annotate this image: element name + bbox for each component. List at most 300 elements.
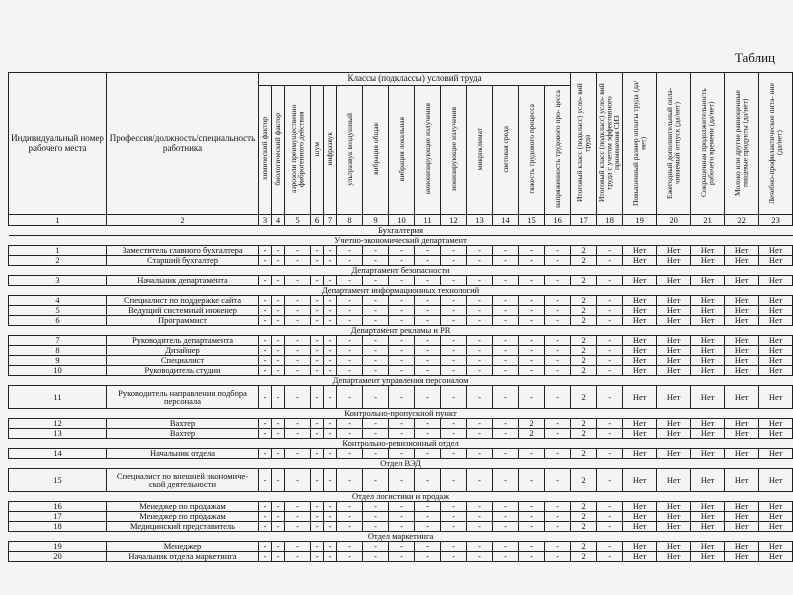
final-class-ppe: - xyxy=(597,449,623,459)
factor-value: - xyxy=(415,256,441,266)
factor-value: - xyxy=(285,386,311,409)
factor-value: - xyxy=(441,246,467,256)
factor-value: - xyxy=(363,522,389,532)
workplace-number: 5 xyxy=(9,306,107,316)
factor-value: - xyxy=(545,419,571,429)
final-class-ppe: - xyxy=(597,356,623,366)
factor-value: - xyxy=(259,296,272,306)
guarantee-value: Нет xyxy=(759,296,793,306)
column-number: 8 xyxy=(337,215,363,226)
factor-value: - xyxy=(272,356,285,366)
column-number: 23 xyxy=(759,215,793,226)
guarantee-value: Нет xyxy=(623,386,657,409)
guarantee-value: Нет xyxy=(759,246,793,256)
factor-value: - xyxy=(519,386,545,409)
factor-value: - xyxy=(441,429,467,439)
job-title: Менеджер по продажам xyxy=(107,502,259,512)
factor-value: - xyxy=(545,256,571,266)
factor-value: - xyxy=(259,552,272,562)
section-title: Отдел ВЭД xyxy=(9,459,793,469)
final-class-ppe: - xyxy=(597,336,623,346)
factor-value: - xyxy=(545,336,571,346)
factor-value: - xyxy=(441,542,467,552)
header-factor: напряженность трудового про- цесса xyxy=(545,86,571,215)
final-class: 2 xyxy=(571,449,597,459)
factor-value: - xyxy=(324,522,337,532)
factor-value: - xyxy=(493,419,519,429)
header-factor: вибрация общая xyxy=(363,86,389,215)
section-title: Департамент информационных технологий xyxy=(9,286,793,296)
final-class-ppe: - xyxy=(597,366,623,376)
factor-value: 2 xyxy=(519,429,545,439)
final-class-ppe: - xyxy=(597,429,623,439)
guarantee-value: Нет xyxy=(759,429,793,439)
factor-value: - xyxy=(324,366,337,376)
factor-value: - xyxy=(311,256,324,266)
header-food: Лечебно-профилактическое пита- ние (да/нет) xyxy=(759,73,793,215)
final-class-ppe: - xyxy=(597,316,623,326)
final-class: 2 xyxy=(571,419,597,429)
guarantee-value: Нет xyxy=(691,366,725,376)
workplace-number: 4 xyxy=(9,296,107,306)
factor-value: - xyxy=(519,346,545,356)
factor-value: - xyxy=(363,346,389,356)
factor-value: - xyxy=(259,316,272,326)
factor-value: - xyxy=(441,512,467,522)
working-conditions-table xyxy=(8,72,793,562)
factor-value: - xyxy=(415,386,441,409)
guarantee-value: Нет xyxy=(725,306,759,316)
final-class: 2 xyxy=(571,366,597,376)
final-class-ppe: - xyxy=(597,502,623,512)
factor-value: - xyxy=(493,346,519,356)
factor-value: - xyxy=(324,306,337,316)
factor-value: - xyxy=(389,356,415,366)
factor-value: - xyxy=(311,346,324,356)
factor-value: - xyxy=(493,469,519,492)
header-factor: шум xyxy=(311,86,324,215)
header-final-class: Итоговый класс (подкласс) усло- вий труда xyxy=(571,73,597,215)
factor-value: - xyxy=(311,306,324,316)
guarantee-value: Нет xyxy=(759,336,793,346)
factor-value: - xyxy=(259,429,272,439)
factor-value: - xyxy=(337,296,363,306)
guarantee-value: Нет xyxy=(657,542,691,552)
table-row xyxy=(9,316,793,326)
factor-value: - xyxy=(311,552,324,562)
factor-value: - xyxy=(311,276,324,286)
factor-value: - xyxy=(324,316,337,326)
guarantee-value: Нет xyxy=(657,276,691,286)
factor-value: - xyxy=(311,419,324,429)
factor-value: - xyxy=(467,469,493,492)
factor-value: - xyxy=(285,552,311,562)
table-row xyxy=(9,306,793,316)
guarantee-value: Нет xyxy=(623,276,657,286)
factor-value: - xyxy=(363,336,389,346)
table-row xyxy=(9,276,793,286)
factor-value: - xyxy=(415,542,441,552)
factor-value: - xyxy=(519,356,545,366)
factor-value: - xyxy=(363,246,389,256)
guarantee-value: Нет xyxy=(759,256,793,266)
factor-value: - xyxy=(363,429,389,439)
guarantee-value: Нет xyxy=(657,512,691,522)
guarantee-value: Нет xyxy=(725,336,759,346)
factor-value: - xyxy=(545,246,571,256)
factor-value: - xyxy=(272,419,285,429)
workplace-number: 8 xyxy=(9,346,107,356)
guarantee-value: Нет xyxy=(759,306,793,316)
factor-value: - xyxy=(324,469,337,492)
factor-value: - xyxy=(441,316,467,326)
column-number: 9 xyxy=(363,215,389,226)
factor-value: - xyxy=(545,449,571,459)
guarantee-value: Нет xyxy=(725,419,759,429)
guarantee-value: Нет xyxy=(759,542,793,552)
workplace-number: 10 xyxy=(9,366,107,376)
column-number: 11 xyxy=(415,215,441,226)
factor-value: - xyxy=(415,449,441,459)
table-row xyxy=(9,356,793,366)
job-title: Специалист по поддержке сайта xyxy=(107,296,259,306)
factor-value: - xyxy=(311,316,324,326)
column-number: 14 xyxy=(493,215,519,226)
factor-value: - xyxy=(389,449,415,459)
factor-value: - xyxy=(467,419,493,429)
column-number: 7 xyxy=(324,215,337,226)
guarantee-value: Нет xyxy=(759,346,793,356)
table-row xyxy=(9,512,793,522)
factor-value: - xyxy=(363,552,389,562)
guarantee-value: Нет xyxy=(657,469,691,492)
factor-value: - xyxy=(337,306,363,316)
factor-value: - xyxy=(324,429,337,439)
final-class: 2 xyxy=(571,542,597,552)
factor-value: - xyxy=(467,346,493,356)
workplace-number: 14 xyxy=(9,449,107,459)
final-class: 2 xyxy=(571,256,597,266)
table-row xyxy=(9,552,793,562)
header-factor: тяжесть трудового процесса xyxy=(519,86,545,215)
factor-value: - xyxy=(519,246,545,256)
guarantee-value: Нет xyxy=(691,256,725,266)
factor-value: - xyxy=(389,296,415,306)
guarantee-value: Нет xyxy=(623,522,657,532)
factor-value: - xyxy=(545,429,571,439)
factor-value: - xyxy=(337,512,363,522)
factor-value: - xyxy=(389,366,415,376)
final-class: 2 xyxy=(571,512,597,522)
table-row xyxy=(9,522,793,532)
factor-value: - xyxy=(324,246,337,256)
factor-value: - xyxy=(415,296,441,306)
guarantee-value: Нет xyxy=(623,469,657,492)
final-class: 2 xyxy=(571,306,597,316)
factor-value: - xyxy=(519,522,545,532)
guarantee-value: Нет xyxy=(657,246,691,256)
guarantee-value: Нет xyxy=(691,502,725,512)
factor-value: - xyxy=(363,469,389,492)
factor-value: - xyxy=(389,306,415,316)
guarantee-value: Нет xyxy=(759,512,793,522)
guarantee-value: Нет xyxy=(623,366,657,376)
guarantee-value: Нет xyxy=(657,296,691,306)
column-number: 21 xyxy=(691,215,725,226)
factor-value: - xyxy=(545,316,571,326)
factor-value: - xyxy=(519,469,545,492)
factor-value: - xyxy=(311,512,324,522)
guarantee-value: Нет xyxy=(725,386,759,409)
factor-value: - xyxy=(285,246,311,256)
guarantee-value: Нет xyxy=(725,522,759,532)
factor-value: - xyxy=(272,449,285,459)
guarantee-value: Нет xyxy=(759,502,793,512)
factor-value: - xyxy=(324,386,337,409)
guarantee-value: Нет xyxy=(691,522,725,532)
factor-value: - xyxy=(415,316,441,326)
factor-value: - xyxy=(389,386,415,409)
factor-value: - xyxy=(415,429,441,439)
guarantee-value: Нет xyxy=(623,256,657,266)
factor-value: - xyxy=(259,419,272,429)
guarantee-value: Нет xyxy=(623,246,657,256)
table-row xyxy=(9,542,793,552)
factor-value: - xyxy=(415,552,441,562)
column-number: 1 xyxy=(9,215,107,226)
factor-value: - xyxy=(259,502,272,512)
factor-value: - xyxy=(285,356,311,366)
section-title: Департамент управления персоналом xyxy=(9,376,793,386)
guarantee-value: Нет xyxy=(691,346,725,356)
factor-value: - xyxy=(311,336,324,346)
factor-value: - xyxy=(467,356,493,366)
guarantee-value: Нет xyxy=(657,256,691,266)
factor-value: - xyxy=(311,366,324,376)
workplace-number: 20 xyxy=(9,552,107,562)
factor-value: - xyxy=(363,296,389,306)
factor-value: - xyxy=(545,276,571,286)
final-class-ppe: - xyxy=(597,512,623,522)
factor-value: - xyxy=(324,449,337,459)
guarantee-value: Нет xyxy=(691,276,725,286)
factor-value: - xyxy=(337,419,363,429)
final-class-ppe: - xyxy=(597,276,623,286)
table-row xyxy=(9,502,793,512)
factor-value: - xyxy=(259,386,272,409)
factor-value: - xyxy=(272,346,285,356)
factor-value: - xyxy=(324,356,337,366)
factor-value: - xyxy=(324,542,337,552)
guarantee-value: Нет xyxy=(691,542,725,552)
factor-value: - xyxy=(285,542,311,552)
factor-value: - xyxy=(519,366,545,376)
factor-value: - xyxy=(363,386,389,409)
column-number: 5 xyxy=(285,215,311,226)
factor-value: - xyxy=(311,246,324,256)
guarantee-value: Нет xyxy=(657,366,691,376)
factor-value: - xyxy=(415,346,441,356)
factor-value: - xyxy=(493,542,519,552)
factor-value: - xyxy=(415,469,441,492)
guarantee-value: Нет xyxy=(725,502,759,512)
job-title: Специалист xyxy=(107,356,259,366)
factor-value: - xyxy=(493,449,519,459)
factor-value: - xyxy=(259,469,272,492)
factor-value: - xyxy=(415,522,441,532)
factor-value: - xyxy=(415,512,441,522)
guarantee-value: Нет xyxy=(691,429,725,439)
factor-value: - xyxy=(259,542,272,552)
factor-value: - xyxy=(311,469,324,492)
header-factor: ионизирующие излучения xyxy=(441,86,467,215)
factor-value: - xyxy=(337,316,363,326)
workplace-number: 13 xyxy=(9,429,107,439)
header-workplace-number: Индивидуальный номер рабочего места xyxy=(9,73,107,215)
factor-value: - xyxy=(493,429,519,439)
header-factor: световая среда xyxy=(493,86,519,215)
factor-value: - xyxy=(415,419,441,429)
section-title: Департамент безопасности xyxy=(9,266,793,276)
factor-value: - xyxy=(389,542,415,552)
factor-value: - xyxy=(272,366,285,376)
page-title: Таблиц xyxy=(734,50,775,65)
factor-value: - xyxy=(389,522,415,532)
column-number: 19 xyxy=(623,215,657,226)
job-title: Начальник отдела маркетинга xyxy=(107,552,259,562)
section-title: Отдел логистики и продаж xyxy=(9,492,793,502)
final-class: 2 xyxy=(571,429,597,439)
workplace-number: 11 xyxy=(9,386,107,409)
factor-value: - xyxy=(493,256,519,266)
factor-value: - xyxy=(467,256,493,266)
factor-value: - xyxy=(389,346,415,356)
job-title: Начальник отдела xyxy=(107,449,259,459)
column-number: 4 xyxy=(272,215,285,226)
factor-value: - xyxy=(467,306,493,316)
factor-value: - xyxy=(519,276,545,286)
factor-value: - xyxy=(259,276,272,286)
table-row xyxy=(9,386,793,409)
factor-value: - xyxy=(441,522,467,532)
guarantee-value: Нет xyxy=(725,256,759,266)
guarantee-value: Нет xyxy=(623,512,657,522)
workplace-number: 9 xyxy=(9,356,107,366)
final-class: 2 xyxy=(571,356,597,366)
factor-value: - xyxy=(337,256,363,266)
factor-value: - xyxy=(272,276,285,286)
factor-value: - xyxy=(285,429,311,439)
guarantee-value: Нет xyxy=(623,346,657,356)
header-final-class-ppe: Итоговый класс (подкласс) усло- вий труда с учетом эффективного применения СИЗ xyxy=(597,73,623,215)
final-class: 2 xyxy=(571,296,597,306)
factor-value: - xyxy=(272,429,285,439)
column-number: 10 xyxy=(389,215,415,226)
column-number: 20 xyxy=(657,215,691,226)
section-title: Отдел маркетинга xyxy=(9,532,793,542)
factor-value: - xyxy=(285,306,311,316)
final-class-ppe: - xyxy=(597,346,623,356)
job-title: Дизайнер xyxy=(107,346,259,356)
factor-value: - xyxy=(363,366,389,376)
column-number: 22 xyxy=(725,215,759,226)
factor-value: - xyxy=(285,276,311,286)
workplace-number: 3 xyxy=(9,276,107,286)
column-number: 13 xyxy=(467,215,493,226)
workplace-number: 12 xyxy=(9,419,107,429)
final-class-ppe: - xyxy=(597,469,623,492)
guarantee-value: Нет xyxy=(691,512,725,522)
job-title: Руководитель студии xyxy=(107,366,259,376)
factor-value: - xyxy=(272,512,285,522)
guarantee-value: Нет xyxy=(725,429,759,439)
section-title: Контрольно-ревизионный отдел xyxy=(9,439,793,449)
factor-value: - xyxy=(259,336,272,346)
factor-value: - xyxy=(493,552,519,562)
factor-value: - xyxy=(415,356,441,366)
factor-value: - xyxy=(324,552,337,562)
factor-value: - xyxy=(272,522,285,532)
guarantee-value: Нет xyxy=(725,542,759,552)
factor-value: - xyxy=(415,366,441,376)
workplace-number: 19 xyxy=(9,542,107,552)
factor-value: - xyxy=(467,246,493,256)
job-title: Менеджер по продажам xyxy=(107,512,259,522)
header-leave: Ежегодный дополнительный опла- чиваемый отпуск (да/нет) xyxy=(657,73,691,215)
factor-value: - xyxy=(519,296,545,306)
final-class-ppe: - xyxy=(597,256,623,266)
table-row xyxy=(9,256,793,266)
factor-value: - xyxy=(467,449,493,459)
factor-value: - xyxy=(441,336,467,346)
factor-value: - xyxy=(272,469,285,492)
guarantee-value: Нет xyxy=(725,316,759,326)
guarantee-value: Нет xyxy=(759,366,793,376)
guarantee-value: Нет xyxy=(623,429,657,439)
workplace-number: 6 xyxy=(9,316,107,326)
factor-value: - xyxy=(519,316,545,326)
job-title: Руководитель департамента xyxy=(107,336,259,346)
guarantee-value: Нет xyxy=(725,276,759,286)
guarantee-value: Нет xyxy=(623,502,657,512)
factor-value: - xyxy=(415,276,441,286)
factor-value: - xyxy=(545,552,571,562)
factor-value: - xyxy=(285,316,311,326)
guarantee-value: Нет xyxy=(691,336,725,346)
job-title: Руководитель направления подбора персонала xyxy=(107,386,259,409)
factor-value: - xyxy=(545,502,571,512)
column-number: 17 xyxy=(571,215,597,226)
factor-value: - xyxy=(467,522,493,532)
factor-value: - xyxy=(441,346,467,356)
factor-value: - xyxy=(259,356,272,366)
factor-value: - xyxy=(519,542,545,552)
guarantee-value: Нет xyxy=(657,356,691,366)
final-class-ppe: - xyxy=(597,419,623,429)
factor-value: - xyxy=(285,256,311,266)
workplace-number: 15 xyxy=(9,469,107,492)
factor-value: - xyxy=(441,366,467,376)
factor-value: - xyxy=(363,276,389,286)
factor-value: - xyxy=(272,256,285,266)
guarantee-value: Нет xyxy=(725,346,759,356)
factor-value: - xyxy=(389,316,415,326)
guarantee-value: Нет xyxy=(725,296,759,306)
factor-value: - xyxy=(272,336,285,346)
guarantee-value: Нет xyxy=(759,552,793,562)
section-title: Бухгалтерия xyxy=(9,226,793,236)
factor-value: - xyxy=(441,552,467,562)
